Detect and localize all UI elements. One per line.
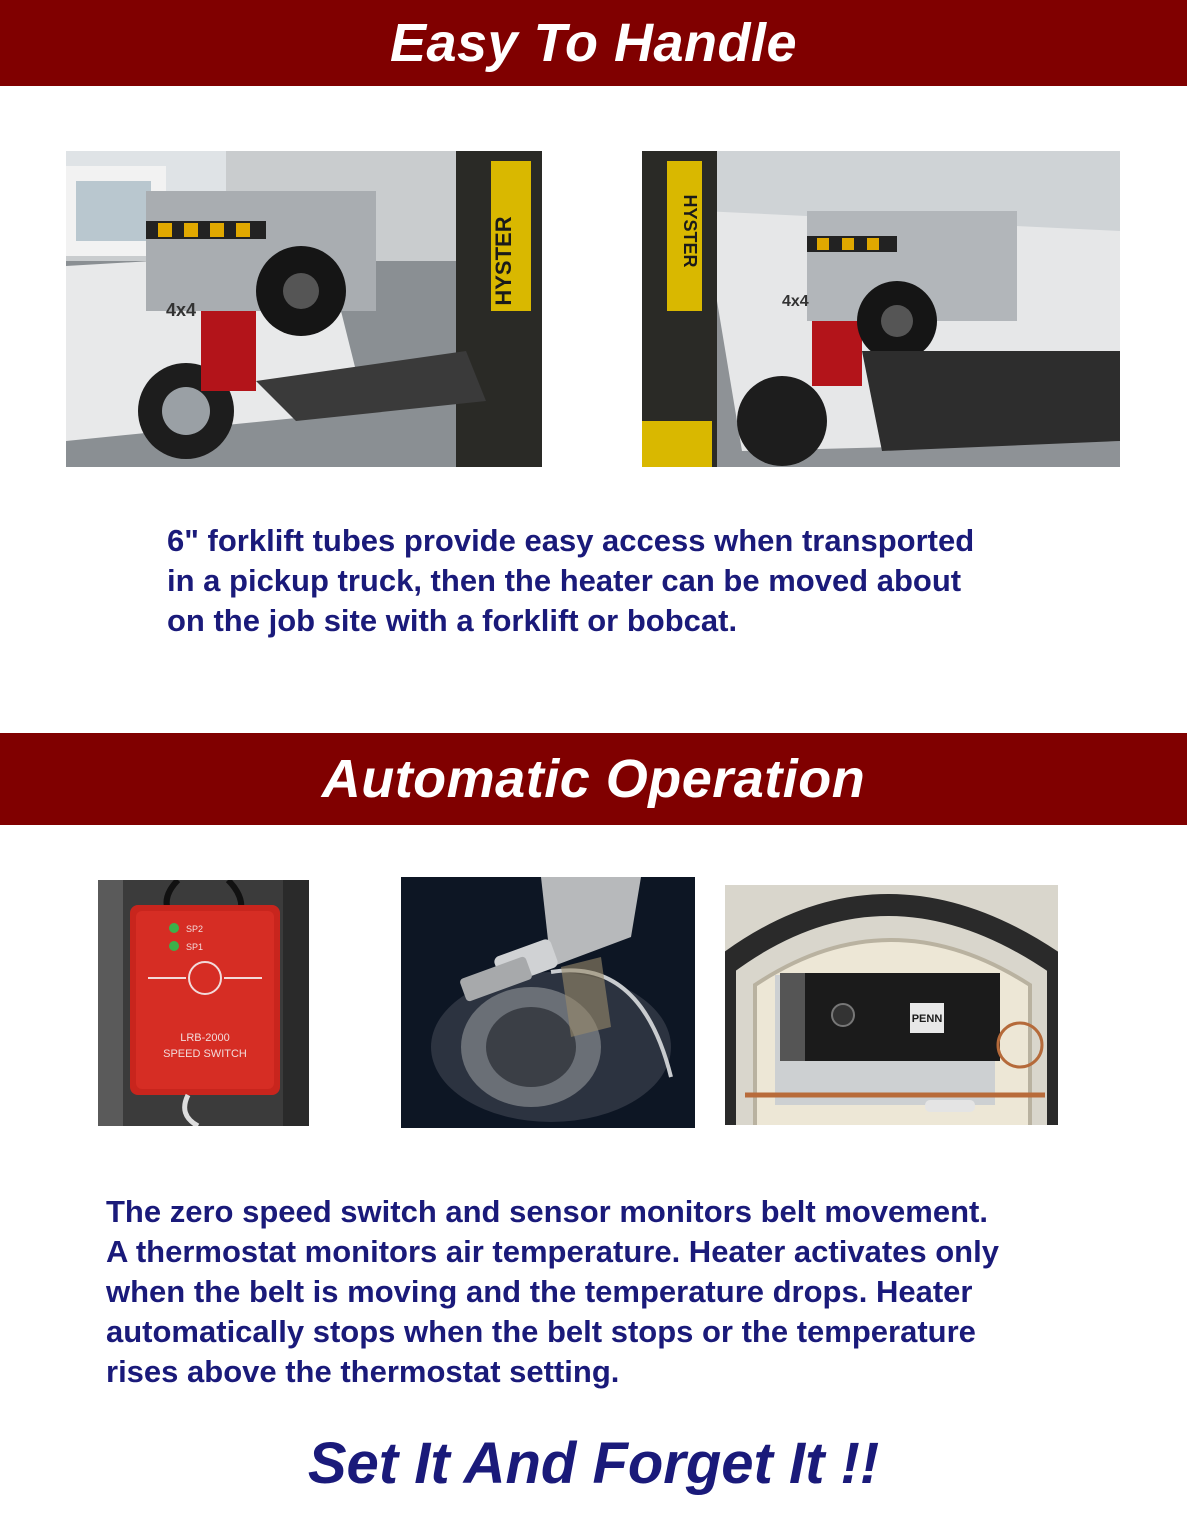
forklift-brand-label: HYSTER [491,216,516,306]
section-heading-easy-to-handle [0,0,1187,86]
photo-thermostat [725,885,1058,1125]
switch-model-label: LRB-2000 [180,1032,230,1044]
photo-speed-switch [98,880,309,1126]
truck-badge-label: 4x4 [782,293,809,310]
photo-heater-on-forklift-left [66,151,542,467]
thermostat-brand-label: PENN [911,1013,943,1025]
forklift-brand-label: HYSTER [680,194,700,268]
switch-led-label: SP1 [186,942,204,952]
photo-zero-speed-sensor [401,877,695,1128]
switch-name-label: SPEED SWITCH [163,1048,247,1060]
section-heading-automatic-operation [0,733,1187,825]
section-body-text: 6" forklift tubes provide easy access when transported in a pickup truck, then the heater can be moved about on the job site with a forklift or bobcat. [167,523,975,638]
section-heading-text: Easy To Handle [389,13,798,73]
switch-led-label: SP2 [186,924,204,934]
photo-heater-on-forklift-right [642,151,1120,467]
section-heading-text: Automatic Operation [321,749,866,809]
section-body-text: The zero speed switch and sensor monitors belt movement. A thermostat monitors air temperature. Heater activates only when the belt is moving and the temperature drops. Heater automatically stops when the belt stops or the temperature rises above the thermostat setting. [106,1194,999,1389]
slogan: Set It And Forget It !! [307,1431,880,1496]
truck-badge-label: 4x4 [166,300,197,320]
